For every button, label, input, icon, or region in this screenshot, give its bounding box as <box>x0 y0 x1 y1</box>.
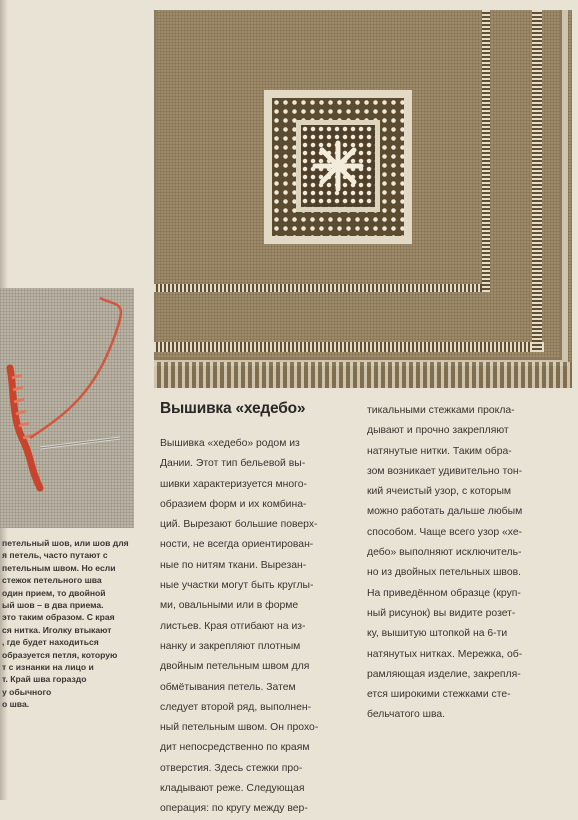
text-line: кий ячеистый узор, с которым <box>367 486 512 498</box>
article-heading: Вышивка «хедебо» <box>160 400 306 417</box>
text-line: шивки характеризуется много- <box>160 478 307 490</box>
caption-line: один прием, то двойной <box>2 587 106 598</box>
text-line: ные по нитям ткани. Вырезан- <box>160 559 307 571</box>
text-line: натянутых нитках. Мережка, об- <box>367 648 523 660</box>
text-line: дывают и прочно закрепляют <box>367 425 509 437</box>
drawn-thread-column-outer <box>532 10 542 352</box>
caption-line: петельным швом. Но если <box>2 562 116 573</box>
text-line: зом возникает удивительно тон- <box>367 465 523 477</box>
text-line: ций. Вырезают большие поверх- <box>160 519 318 531</box>
caption-line: т с изнанки на лицо и <box>2 661 94 672</box>
hedebo-embroidery-photo <box>154 10 572 388</box>
text-line: двойным петельным швом для <box>160 661 310 673</box>
text-line: рамляющая изделие, закрепля- <box>367 668 521 680</box>
caption-line: о шва. <box>2 699 30 710</box>
caption-line: образуется петля, которую <box>2 649 118 660</box>
openwork-square-motif <box>264 90 412 244</box>
text-line: ности, не всегда ориентирован- <box>160 539 314 551</box>
openwork-inner-square <box>296 120 380 212</box>
text-line: отверстия. Здесь стежки про- <box>160 762 303 774</box>
text-line: нанку и закрепляют плотным <box>160 640 301 652</box>
text-line: натянутые нитки. Таким обра- <box>367 445 512 457</box>
caption-line: это таким образом. С края <box>2 612 115 623</box>
drawn-thread-row <box>154 284 490 292</box>
red-thread-illustration <box>0 288 134 528</box>
caption-line: ся нитка. Иголку втыкают <box>2 624 112 635</box>
text-line: но из двойных петельных швов. <box>367 567 522 579</box>
caption-line: у обычного <box>2 686 52 697</box>
caption-line: петельный шов, или шов для <box>2 538 129 548</box>
text-line: операция: по кругу между вер- <box>160 803 308 815</box>
text-line: листьев. Края отгибают на из- <box>160 620 306 632</box>
rosette-icon <box>311 139 365 193</box>
text-line: бельчатого шва. <box>367 709 446 721</box>
caption-line: ый шов – в два приема. <box>2 599 104 610</box>
article-column-2 <box>367 401 573 726</box>
text-line: дит непосредственно по краям <box>160 742 310 754</box>
text-line: дебо» выполняют исключитель- <box>367 547 522 559</box>
text-line: можно работать дальше любым <box>367 506 523 518</box>
text-line: ный петельным швом. Он прохо- <box>160 722 319 734</box>
text-line: Дании. Этот тип бельевой вы- <box>160 458 306 470</box>
caption-line: , где будет находиться <box>2 637 99 648</box>
caption-line: стежок петельного шва <box>2 575 102 586</box>
text-line: способом. Чаще всего узор «хе- <box>367 526 523 538</box>
hemstitch-fringe <box>154 362 572 388</box>
text-line: ные участки могут быть круглы- <box>160 580 314 592</box>
text-line: ный рисунок) вы видите розет- <box>367 607 516 619</box>
caption-line: я петель, часто путают с <box>2 550 108 561</box>
text-line: следует второй ряд, выполнен- <box>160 701 312 713</box>
left-caption <box>2 537 136 710</box>
text-line: ку, вышитую штопкой на 6-ти <box>367 628 508 640</box>
text-line: На приведённом образце (круп- <box>367 587 521 599</box>
text-line: обмётывания петель. Затем <box>160 681 296 693</box>
caption-line: т. Край шва гораздо <box>2 674 87 685</box>
text-line: образием форм и их комбина- <box>160 498 307 510</box>
text-line: тикальными стежками прокла- <box>367 405 515 416</box>
drawn-thread-row-outer <box>154 342 544 352</box>
text-line: кладывают реже. Следующая <box>160 783 305 795</box>
article-column-1 <box>160 434 360 820</box>
text-line: ми, овальными или в форме <box>160 600 299 612</box>
text-line: Вышивка «хедебо» родом из <box>160 438 300 449</box>
drawn-thread-column <box>482 10 490 292</box>
buttonhole-stitch-photo <box>0 288 134 528</box>
text-line: ется широкими стежками сте- <box>367 689 511 701</box>
